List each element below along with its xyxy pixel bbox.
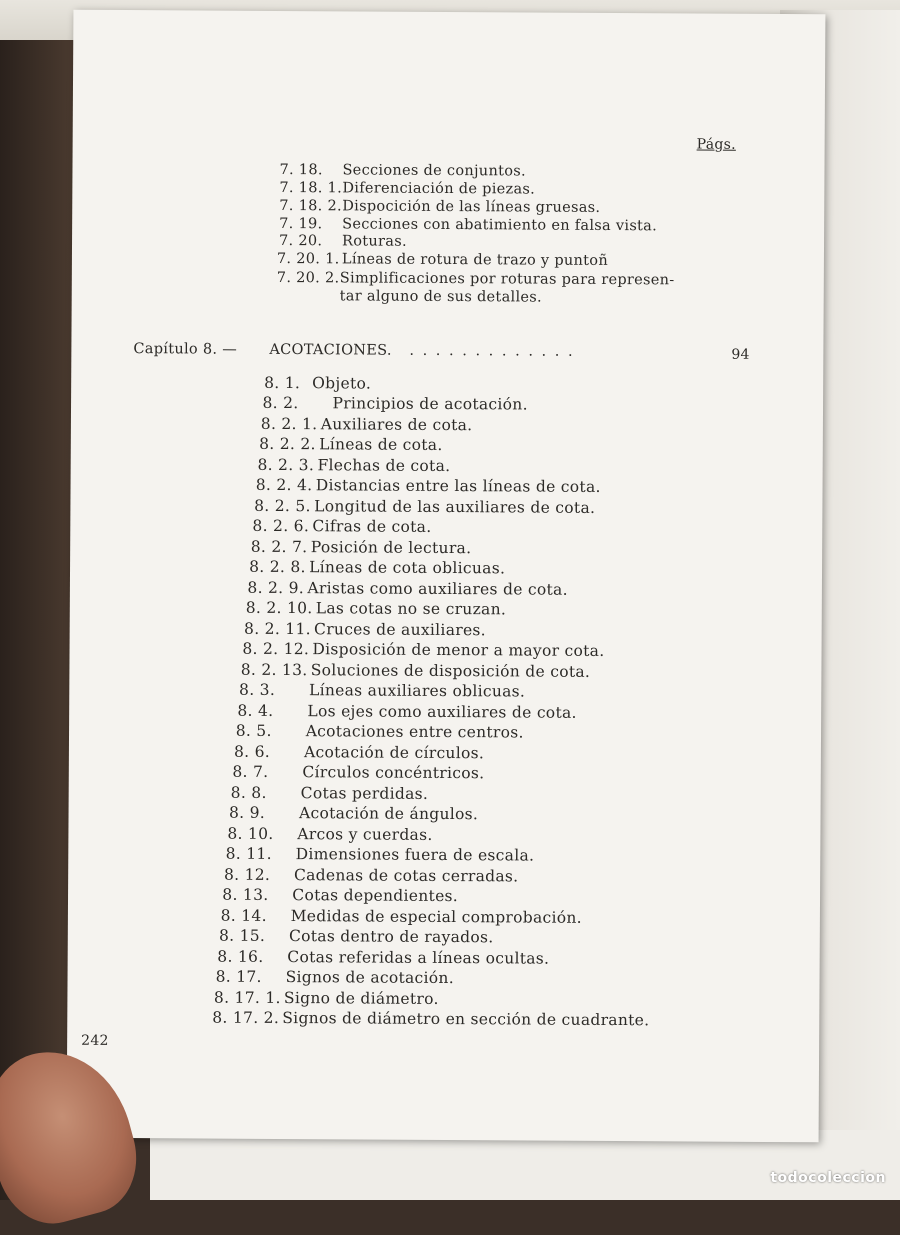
toc-entry-text: Cruces de auxiliares. bbox=[314, 619, 486, 640]
toc-entry-text: Signos de acotación. bbox=[285, 968, 455, 988]
toc-entry-number: 8. 2. 13. bbox=[240, 660, 308, 679]
toc-entry-number: 8. 2. 7. bbox=[250, 537, 308, 557]
toc-entry-number: 7. 18. 2. bbox=[279, 197, 342, 215]
toc-entry-text: Dispocición de las líneas gruesas. bbox=[342, 198, 601, 216]
toc-entry-text: Dimensiones fuera de escala. bbox=[295, 845, 535, 865]
book-page bbox=[67, 10, 826, 1143]
toc-entry-number: 8. 2. 2. bbox=[259, 435, 316, 454]
watermark-logo: todocoleccion bbox=[770, 1170, 886, 1186]
toc-entry-number: 8. 2. 8. bbox=[249, 558, 306, 577]
toc-entry-number: 7. 20. 2. bbox=[276, 269, 340, 287]
toc-entry-text: Principios de acotación. bbox=[332, 394, 528, 414]
toc-entry-text: Signos de diámetro en sección de cuadrante. bbox=[282, 1009, 650, 1030]
toc-entry-text: Longitud de las auxiliares de cota. bbox=[314, 497, 596, 517]
toc-entry-number: 8. 11. bbox=[225, 844, 272, 864]
toc-entry-text: Los ejes como auxiliares de cota. bbox=[307, 701, 577, 722]
toc-entry-number: 8. 2. 5. bbox=[254, 496, 311, 516]
toc-entry-number: 8. 2. 1. bbox=[260, 414, 318, 434]
chapter-title: ACOTACIONES. bbox=[269, 341, 392, 359]
toc-entry-number: 7. 18. 1. bbox=[279, 179, 343, 197]
toc-entry-text: Auxiliares de cota. bbox=[320, 415, 473, 435]
toc-entry-text: Soluciones de disposición de cota. bbox=[310, 660, 591, 681]
toc-entry-text: tar alguno de sus detalles. bbox=[339, 288, 543, 306]
toc-entry-number: 8. 7. bbox=[232, 762, 269, 782]
toc-entry-number: 8. 6. bbox=[233, 742, 271, 761]
toc-entry-number: 8. 3. bbox=[239, 680, 276, 700]
toc-entry-text: Cotas dependientes. bbox=[292, 886, 459, 906]
toc-entry-number: 8. 5. bbox=[235, 721, 272, 741]
toc-entry-text: Posición de lectura. bbox=[310, 538, 472, 558]
toc-entry-number: 8. 12. bbox=[223, 865, 271, 884]
toc-entry-number: 8. 2. 6. bbox=[252, 517, 310, 536]
page-number: 242 bbox=[81, 1032, 109, 1049]
chapter-page-number: 94 bbox=[731, 346, 750, 363]
toc-entry-number: 7. 18. bbox=[279, 161, 323, 179]
toc-entry-text: Círculos concéntricos. bbox=[302, 763, 485, 783]
toc-entry-number: 8. 14. bbox=[220, 906, 267, 925]
toc-entry-text: Acotación de círculos. bbox=[303, 742, 485, 762]
toc-entry-text: Líneas auxiliares oblicuas. bbox=[309, 681, 526, 701]
toc-entry-text: Secciones con abatimiento en falsa vista. bbox=[342, 216, 658, 235]
toc-entry-text: Cotas perdidas. bbox=[300, 783, 429, 803]
toc-entry-text: Cotas referidas a líneas ocultas. bbox=[287, 947, 550, 968]
toc-entry-number: 8. 17. bbox=[215, 967, 262, 986]
toc-entry-text: Acotación de ángulos. bbox=[298, 804, 479, 824]
toc-entry-text: Cifras de cota. bbox=[312, 517, 432, 537]
toc-entry-text: Acotaciones entre centros. bbox=[305, 722, 524, 742]
toc-entry-text: Signo de diámetro. bbox=[283, 988, 439, 1008]
toc-entry-text: Simplificaciones por roturas para represen- bbox=[339, 270, 675, 289]
toc-entry-text: Aristas como auxiliares de cota. bbox=[307, 578, 568, 599]
toc-entry-number: 7. 20. bbox=[278, 232, 323, 250]
toc-entry-number: 8. 2. 11. bbox=[244, 619, 311, 638]
toc-entry-text: Las cotas no se cruzan. bbox=[315, 599, 507, 619]
toc-entry-text: Disposición de menor a mayor cota. bbox=[312, 640, 605, 661]
toc-entry-number: 8. 1. bbox=[264, 373, 301, 393]
toc-entry-number: 8. 2. 12. bbox=[242, 640, 310, 659]
toc-entry-number: 7. 19. bbox=[279, 215, 323, 233]
toc-entry-number: 8. 17. 2. bbox=[212, 1008, 280, 1027]
toc-entry-text: Secciones de conjuntos. bbox=[342, 162, 526, 180]
toc-entry-number: 8. 4. bbox=[237, 701, 274, 720]
toc-entry-number: 8. 17. 1. bbox=[213, 988, 281, 1007]
toc-entry-text: Flechas de cota. bbox=[317, 456, 451, 475]
pags-header: Págs. bbox=[696, 136, 736, 153]
chapter-leader: . . . . . . . . . . . . . bbox=[409, 342, 575, 360]
toc-entry-number: 8. 2. 3. bbox=[257, 455, 315, 475]
toc-entry-number: 8. 8. bbox=[230, 783, 267, 802]
toc-entry-text: Medidas de especial comprobación. bbox=[290, 906, 583, 927]
toc-entry-number: 8. 2. 9. bbox=[247, 578, 305, 597]
toc-entry-number: 8. 16. bbox=[217, 947, 264, 966]
toc-entry-text: Líneas de cota oblicuas. bbox=[309, 558, 506, 578]
toc-entry-text: Distancias entre las líneas de cota. bbox=[315, 476, 601, 497]
toc-entry-number: 7. 20. 1. bbox=[276, 250, 340, 268]
chapter-label: Capítulo 8. — bbox=[133, 341, 238, 358]
toc-entry-number: 8. 10. bbox=[227, 824, 274, 843]
toc-entry-text: Objeto. bbox=[312, 374, 372, 393]
toc-entry-text: Cotas dentro de rayados. bbox=[288, 927, 494, 947]
toc-entry-number: 8. 13. bbox=[222, 885, 269, 905]
toc-entry-text: Cadenas de cotas cerradas. bbox=[293, 865, 519, 886]
toc-entry-text: Arcos y cuerdas. bbox=[297, 824, 433, 844]
toc-entry-text: Roturas. bbox=[341, 233, 407, 250]
toc-entry-text: Diferenciación de piezas. bbox=[342, 180, 536, 198]
toc-entry-number: 8. 15. bbox=[218, 926, 266, 945]
toc-entry-number: 8. 2. 4. bbox=[255, 476, 313, 495]
toc-entry-number: 8. 2. 10. bbox=[245, 599, 313, 618]
toc-entry-number: 8. 9. bbox=[228, 803, 266, 823]
toc-entry-text: Líneas de cota. bbox=[319, 435, 443, 455]
toc-entry-text: Líneas de rotura de trazo y puntoñ bbox=[341, 251, 609, 269]
toc-entry-number: 8. 2. bbox=[262, 394, 299, 413]
